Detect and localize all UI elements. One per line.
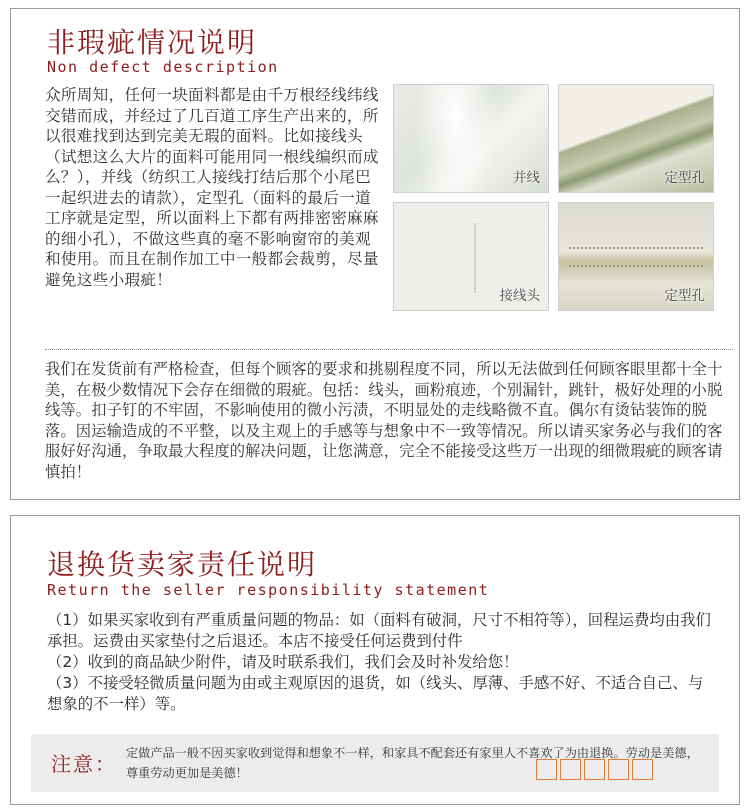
intro-paragraph: 众所周知，任何一块面料都是由千万根经线纬线交错而成，并经过了几百道工序生产出来的，所以很难找到达到完美无瑕的面料。比如接线头（试想这么大片的面料可能用同一根线编织而成么？），并线（纺织工人接线打结后那个小尾巴一起织进去的请款），定型孔（面料的最后一道工序就是定型，所以面料上下都有两排密密麻麻的细小孔），不做这些真的毫不影响窗帘的美观和使用。而且在制作加工中一般都会裁剪，尽量避免这些小瑕疵！ bbox=[45, 86, 379, 289]
hole-row bbox=[569, 247, 703, 249]
policy-list bbox=[47, 610, 717, 715]
list-item: （1）如果买家收到有严重质量问题的物品：如（面料有破洞，尺寸不相符等），回程运费均由我们承担。运费由买家垫付之后退还。本店不接受任何运费到付件 bbox=[47, 611, 711, 650]
hole-row bbox=[569, 265, 703, 267]
photo-label: 定型孔 bbox=[664, 288, 705, 304]
fabric-photo-thread-joint bbox=[393, 202, 549, 311]
divider bbox=[45, 349, 733, 350]
list-item: （2）收到的商品缺少附件，请及时联系我们，我们会及时补发给您！ bbox=[47, 653, 519, 671]
photo-label: 接线头 bbox=[499, 288, 540, 304]
return-policy-panel bbox=[10, 515, 740, 805]
notice-box bbox=[31, 734, 719, 792]
body-paragraph: 我们在发货前有严格检查，但每个顾客的要求和挑剔程度不同，所以无法做到任何顾客眼里都十全十美，在极少数情况下会存在细微的瑕疵。包括：线头，画粉痕迹，个别漏针，跳针，极好处理的小脱线等。扣子钉的不牢固，不影响使用的微小污渍，不明显处的走线略微不直。偶尔有烫钻装饰的脱落。因运输造成的不平整，以及主观上的手感等与想象中不一致等情况。所以请买家务必与我们的客服好好沟通，争取最大程度的解决问题，让您满意，完全不能接受这些万一出现的细微瑕疵的顾客请慎拍！ bbox=[45, 360, 723, 481]
photo-label: 并线 bbox=[513, 170, 540, 186]
decorative-boxes bbox=[536, 759, 656, 781]
fabric-photo-merged-thread bbox=[393, 84, 549, 193]
fabric-photo-setting-holes-2 bbox=[558, 202, 714, 311]
notice-text: 定做产品一般不因买家收到觉得和想象不一样，和家具不配套还有家里人不喜欢了为由退换。劳动是美德，尊重劳动更加是美德！ bbox=[126, 746, 699, 780]
section-title: 退换货卖家责任说明 bbox=[47, 548, 318, 581]
seam-mark bbox=[474, 223, 476, 293]
photo-label: 定型孔 bbox=[664, 170, 705, 186]
section-subtitle: Return the seller responsibility statement bbox=[47, 581, 490, 599]
section-subtitle: Non defect description bbox=[47, 58, 279, 76]
section-title: 非瑕疵情况说明 bbox=[47, 26, 258, 59]
fabric-photo-setting-holes bbox=[558, 84, 714, 193]
notice-label: 注意： bbox=[51, 752, 117, 776]
list-item: （3）不接受轻微质量问题为由或主观原因的退货，如（线头、厚薄、手感不好、不适合自己、与想象的不一样）等。 bbox=[47, 674, 704, 713]
non-defect-panel bbox=[10, 8, 740, 500]
